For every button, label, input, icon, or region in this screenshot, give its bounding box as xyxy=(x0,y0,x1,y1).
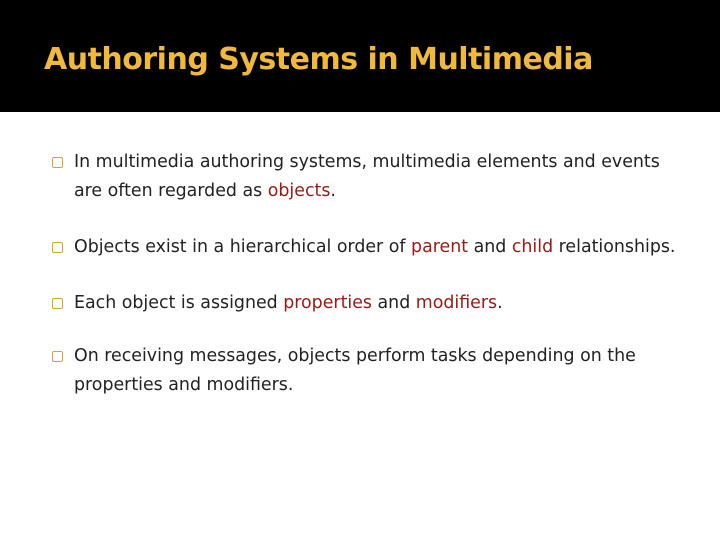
bullet-item xyxy=(52,342,692,400)
slide-title: Authoring Systems in Multimedia xyxy=(44,42,593,77)
highlight-properties: properties xyxy=(283,293,372,313)
bullet-text: Each object is assigned xyxy=(74,293,284,313)
highlight-parent: parent xyxy=(411,237,469,257)
bullet-text: On receiving messages, objects perform tasks depending on the properties and modifiers. xyxy=(74,346,636,395)
checkbox-icon xyxy=(52,242,63,253)
bullet-item xyxy=(52,233,692,262)
checkbox-icon xyxy=(52,298,63,309)
bullet-text: . xyxy=(330,181,336,201)
checkbox-icon xyxy=(52,157,63,168)
bullet-text: . xyxy=(497,293,503,313)
bullet-item xyxy=(52,148,692,206)
bullet-text: Objects exist in a hierarchical order of xyxy=(74,237,412,257)
bullet-list xyxy=(52,148,692,427)
bullet-text: In multimedia authoring systems, multimedia elements and events are often regarded as xyxy=(74,152,660,201)
bullet-text: and xyxy=(468,237,512,257)
bullet-text: and xyxy=(371,293,416,313)
checkbox-icon xyxy=(52,351,63,362)
bullet-item xyxy=(52,289,692,318)
highlight-modifiers: modifiers xyxy=(415,293,498,313)
highlight-child: child xyxy=(511,237,554,257)
bullet-text: relationships. xyxy=(553,237,676,257)
title-bar xyxy=(0,0,720,112)
highlight-objects: objects xyxy=(267,181,331,201)
